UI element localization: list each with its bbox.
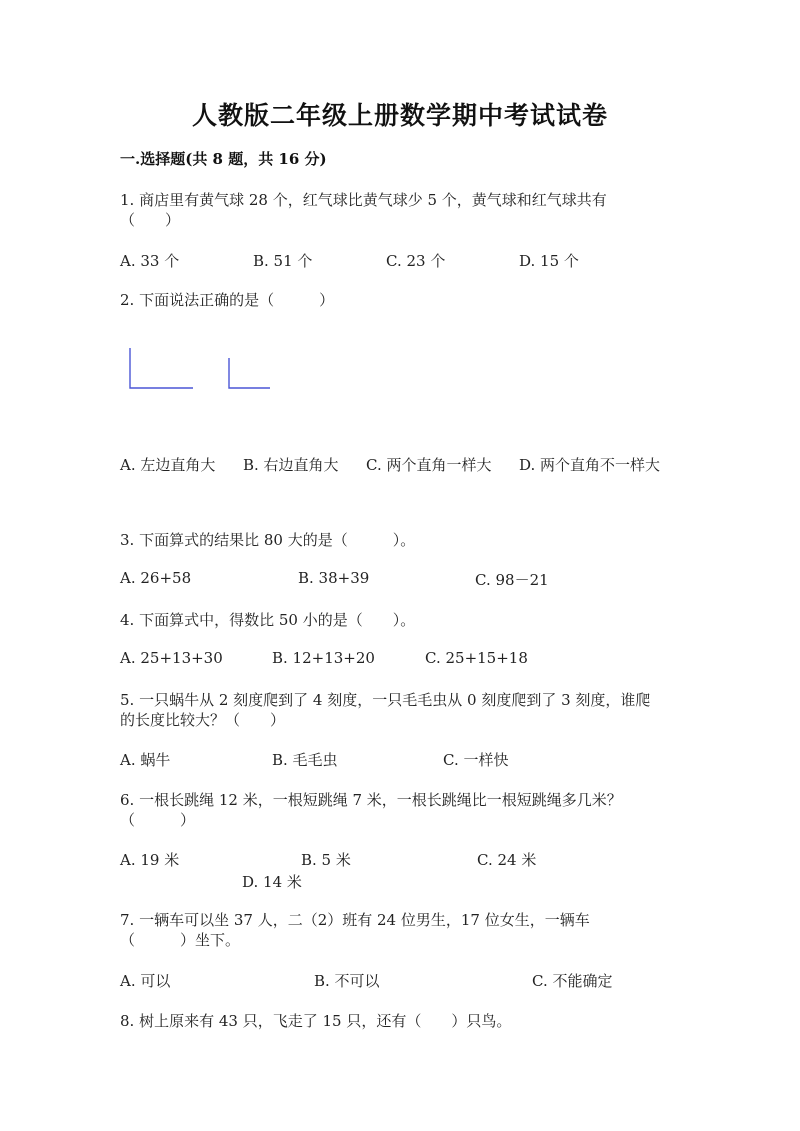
q5-option-c: C. 一样快 [443,751,509,769]
q1-option-b: B. 51 个 [253,252,313,270]
q6-option-d: D. 14 米 [242,873,302,891]
q2-option-d: D. 两个直角不一样大 [519,456,661,474]
q1-text-line1: 1. 商店里有黄气球 28 个，红气球比黄气球少 5 个，黄气球和红气球共有 [120,191,607,209]
q7-text-line2: （ ）坐下。 [120,931,241,949]
q3-option-b: B. 38+39 [298,569,370,587]
q7-option-a: A. 可以 [120,972,171,990]
section-heading: 一.选择题(共 8 题，共 16 分) [120,150,327,168]
q6-option-a: A. 19 米 [120,851,180,869]
q3-option-a: A. 26+58 [120,569,192,587]
q5-text-line2: 的长度比较大？（ ） [120,711,286,729]
q1-option-c: C. 23 个 [386,252,446,270]
right-angles-figure [120,345,290,395]
q7-option-c: C. 不能确定 [532,972,613,990]
q3-option-c: C. 98－21 [475,571,549,589]
q6-text-line2: （ ） [120,811,196,829]
q2-option-c: C. 两个直角一样大 [366,456,492,474]
right-right-angle [229,358,270,388]
q6-option-b: B. 5 米 [301,851,351,869]
q4-text: 4. 下面算式中，得数比 50 小的是（ ）。 [120,611,416,629]
q4-option-b: B. 12+13+20 [272,649,375,667]
q7-text-line1: 7. 一辆车可以坐 37 人，二（2）班有 24 位男生，17 位女生，一辆车 [120,911,590,929]
exam-title: 人教版二年级上册数学期中考试试卷 [191,101,608,130]
q6-option-c: C. 24 米 [477,851,537,869]
q1-option-a: A. 33 个 [120,252,180,270]
q5-option-a: A. 蜗牛 [120,751,171,769]
q4-option-a: A. 25+13+30 [120,649,223,667]
q7-option-b: B. 不可以 [314,972,380,990]
q6-text-line1: 6. 一根长跳绳 12 米，一根短跳绳 7 米，一根长跳绳比一根短跳绳多几米？ [120,791,622,809]
q5-text-line1: 5. 一只蜗牛从 2 刻度爬到了 4 刻度，一只毛毛虫从 0 刻度爬到了 3 刻度，谁爬 [120,691,651,709]
q8-text: 8. 树上原来有 43 只，飞走了 15 只，还有（ ）只鸟。 [120,1012,512,1030]
q2-option-b: B. 右边直角大 [243,456,339,474]
q4-option-c: C. 25+15+18 [425,649,528,667]
q3-text: 3. 下面算式的结果比 80 大的是（ ）。 [120,531,416,549]
q1-option-d: D. 15 个 [519,252,579,270]
q2-text: 2. 下面说法正确的是（ ） [120,291,335,309]
q5-option-b: B. 毛毛虫 [272,751,338,769]
left-right-angle [130,348,193,388]
q2-option-a: A. 左边直角大 [120,456,216,474]
q1-text-line2: （ ） [120,211,181,229]
